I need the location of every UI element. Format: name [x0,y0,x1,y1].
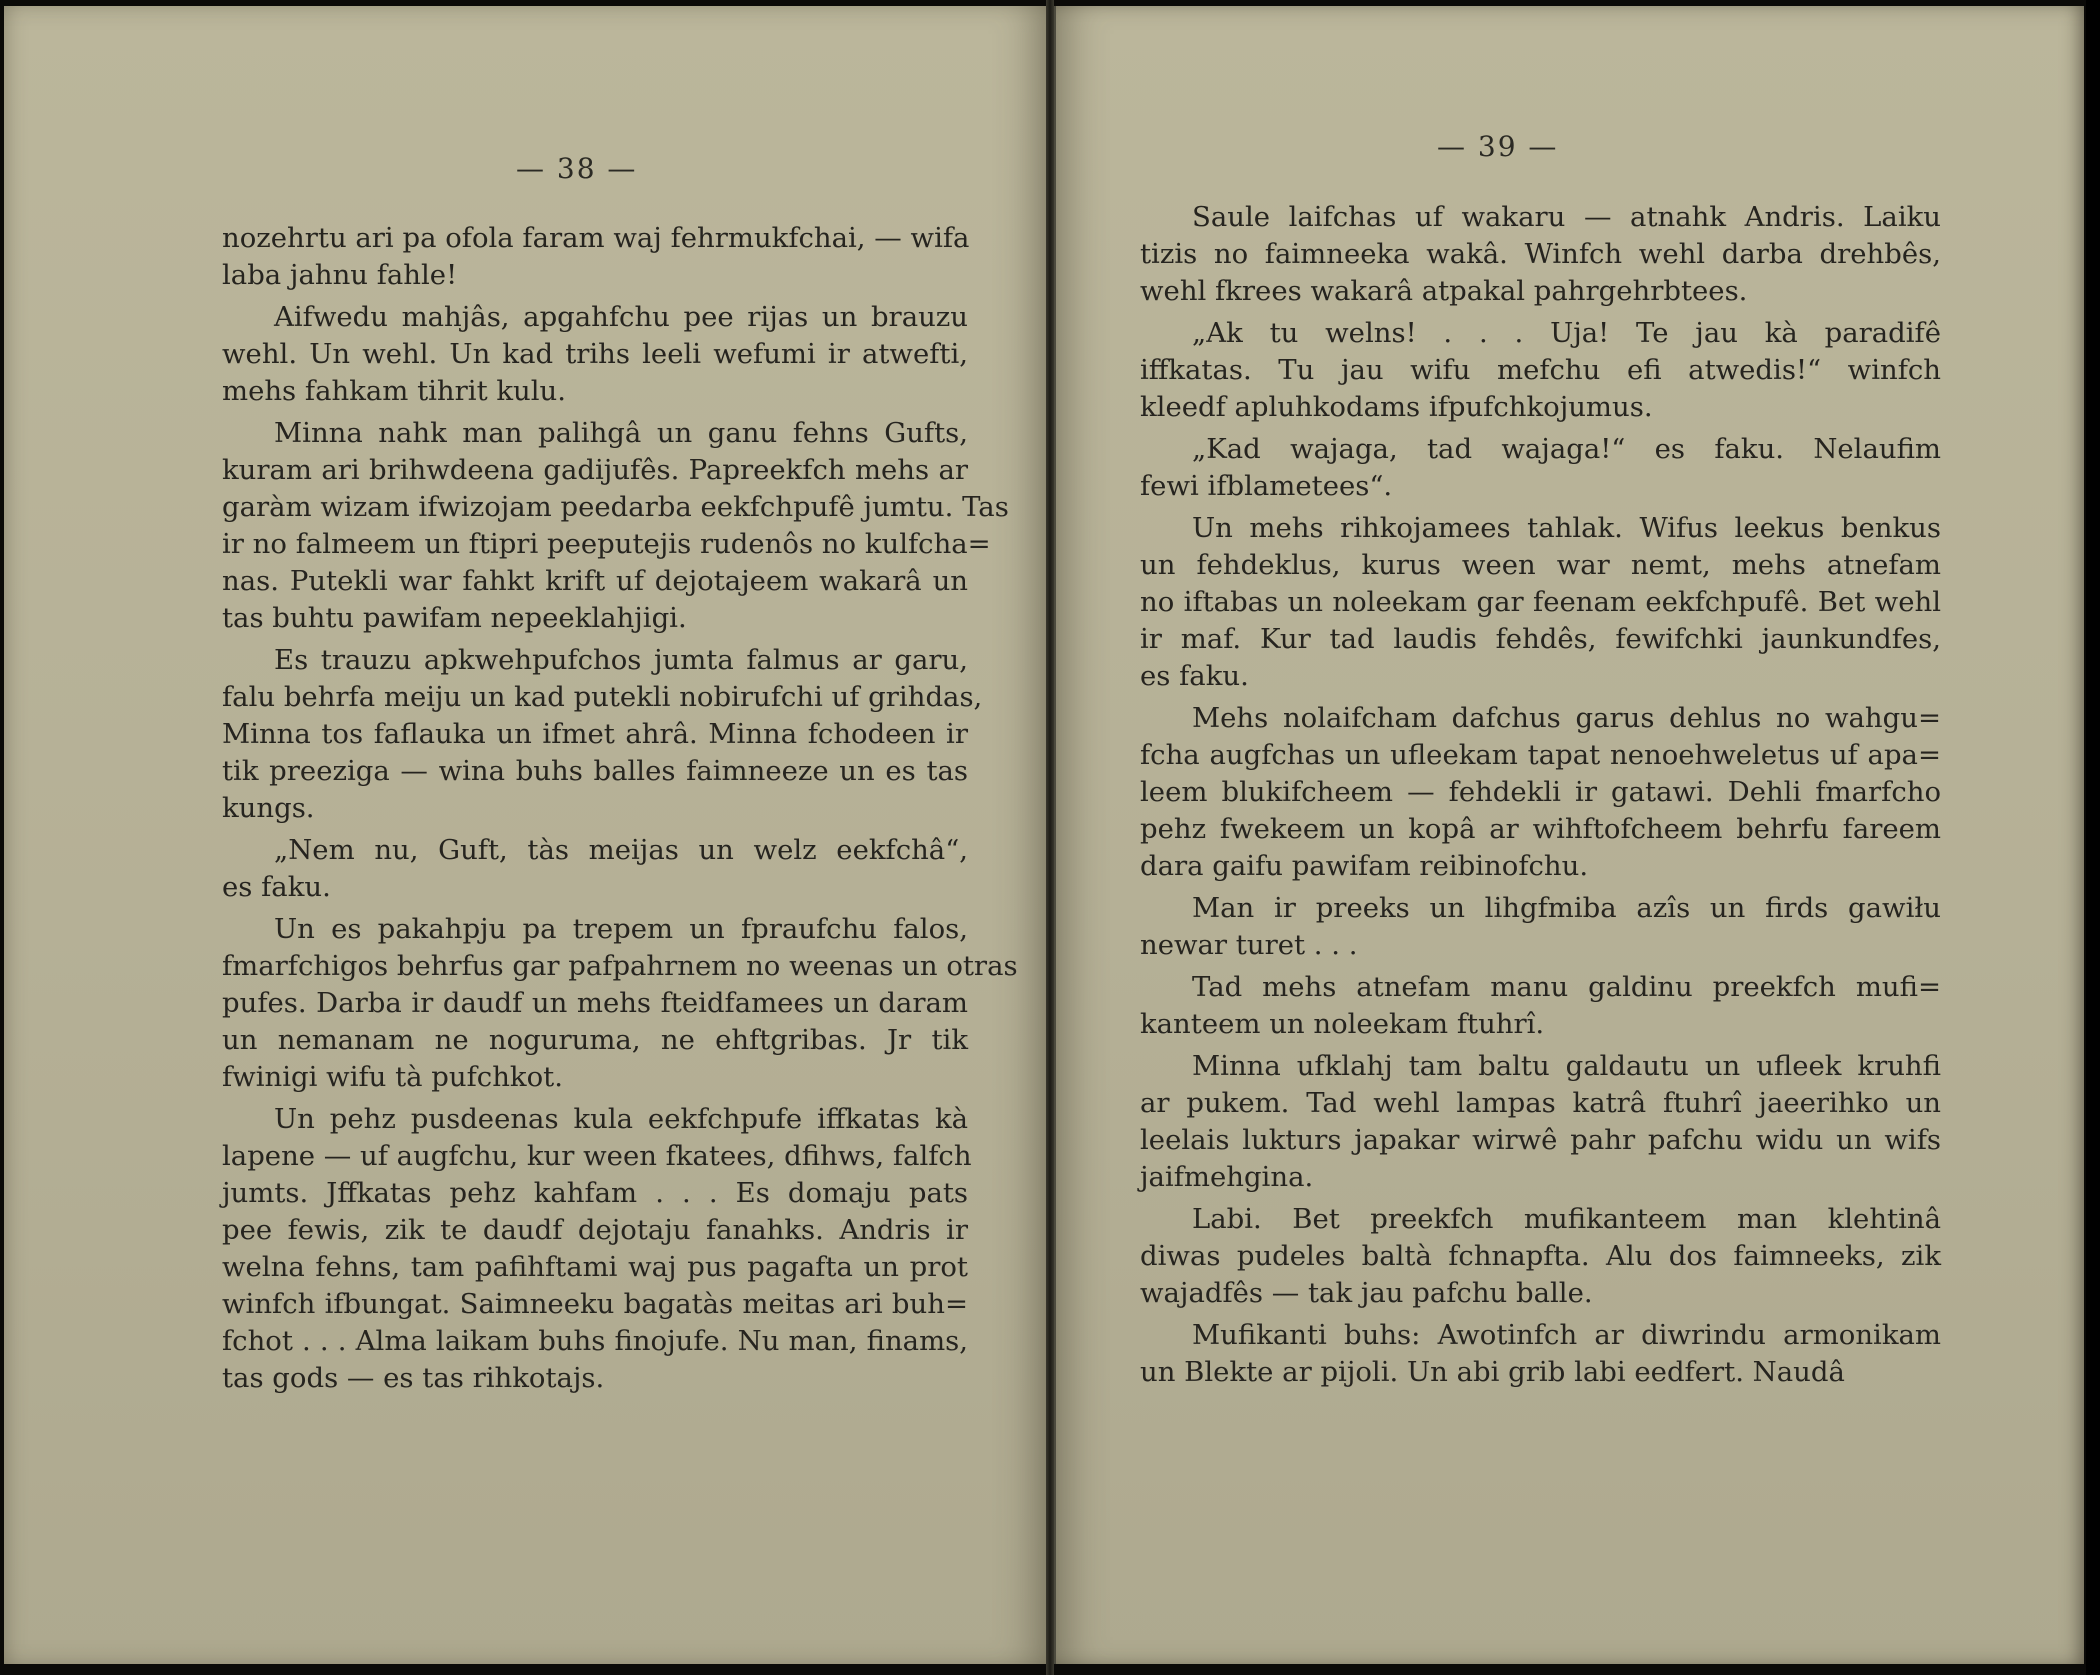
text-line: newar turet . . . [1140,929,1358,961]
text-line: pufes. Darba ir daudf un mehs fteidfamees un daram [222,987,968,1019]
text-line: winfch ifbungat. Saimneeku bagatàs meitas ari buh= [222,1288,968,1320]
text-line: „Nem nu, Guft, tàs meijas un welz eekfchâ“, [274,834,968,866]
text-line: Tad mehs atnefam manu galdinu preekfch mufi= [1192,971,1941,1003]
paragraph [1140,315,1941,426]
left-page [4,6,1048,1664]
text-line: Aifwedu mahjâs, apgahfchu pee rijas un brauzu [274,301,968,333]
right-page [1054,6,2084,1664]
text-line: un fehdeklus, kurus ween war nemt, mehs atnefam [1140,549,1941,581]
text-line: Saule laifchas uf wakaru — atnahk Andris. Laiku [1192,201,1941,233]
text-line: wehl. Un wehl. Un kad trihs leeli wefumi ir atwefti, [222,338,968,370]
text-line: Un es pakahpju pa trepem un fpraufchu falos, [274,913,968,945]
paragraph [1140,700,1941,885]
text-line: tizis no faimneeka wakâ. Winfch wehl darba drehbês, [1140,238,1941,270]
text-line: nozehrtu ari pa ofola faram waj fehrmukfchai, — wifa [222,222,970,254]
paragraph [1140,510,1941,695]
text-line: lapene — uf augfchu, kur ween fkatees, dfihws, falfch [222,1140,972,1172]
text-line: pee fewis, zik te daudf dejotaju fanahks. Andris ir [222,1214,968,1246]
paragraph [1140,890,1941,964]
text-line: fewi ifblametees“. [1140,470,1393,502]
text-line: ir maf. Kur tad laudis fehdês, fewifchki jaunkundfes, [1140,623,1941,655]
text-line: fchot . . . Alma laikam buhs finojufe. Nu man, finams, [222,1325,968,1357]
text-line: ar pukem. Tad wehl lampas katrâ ftuhrî jaeerihko un [1140,1087,1941,1119]
text-line: es faku. [1140,660,1249,692]
text-line: fwinigi wifu tà pufchkot. [222,1061,563,1093]
paragraph [222,911,1018,1096]
paragraph [1140,1201,1941,1312]
text-line: wajadfês — tak jau pafchu balle. [1140,1277,1593,1309]
text-line: Man ir preeks un lihgfmiba azîs un firds gawiłu [1192,892,1941,924]
text-line: kuram ari brihwdeena gadijufês. Papreekfch mehs ar [222,454,968,486]
page-body-text [222,220,1018,1402]
text-line: tas gods — es tas rihkotajs. [222,1362,605,1394]
text-line: leelais lukturs japakar wirwê pahr pafchu widu un wifs [1140,1124,1941,1156]
page-number: — 38 — [516,152,638,185]
text-line: welna fehns, tam pafihftami waj pus pagafta un prot [222,1251,968,1283]
text-line: ir no falmeem un ftipri peeputejis rudenôs no kulfcha= [222,528,991,560]
text-line: Minna nahk man palihgâ un ganu fehns Gufts, [274,417,968,449]
text-line: tik preeziga — wina buhs balles faimneeze un es tas [222,755,968,787]
paragraph [222,299,968,410]
paragraph [222,220,968,294]
text-line: laba jahnu fahle! [222,259,458,291]
paragraph [1140,431,1941,505]
text-line: dara gaifu pawifam reibinofchu. [1140,850,1589,882]
text-line: wehl fkrees wakarâ atpakal pahrgehrbtees. [1140,275,1748,307]
paragraph [1140,199,1941,310]
text-line: jaifmehgina. [1140,1161,1314,1193]
text-line: Minna ufklahj tam baltu galdautu un ufleek kruhfi [1192,1050,1941,1082]
text-line: un nemanam ne noguruma, ne ehftgribas. Jr tik [222,1024,968,1056]
text-line: no iftabas un noleekam gar feenam eekfchpufê. Bet wehl [1140,586,1941,618]
text-line: iffkatas. Tu jau wifu mefchu efi atwedis!“ winfch [1140,354,1941,386]
paragraph [1140,1317,1941,1391]
text-line: un Blekte ar pijoli. Un abi grib labi eedfert. Naudâ [1140,1356,1845,1388]
text-line: diwas pudeles baltà fchnapfta. Alu dos faimneeks, zik [1140,1240,1941,1272]
text-line: Mehs nolaifcham dafchus garus dehlus no wahgu= [1192,702,1941,734]
text-line: kungs. [222,792,315,824]
text-line: leem blukifcheem — fehdekli ir gatawi. Dehli fmarfcho [1140,776,1941,808]
text-line: nas. Putekli war fahkt krift uf dejotajeem wakarâ un [222,565,968,597]
text-line: mehs fahkam tihrit kulu. [222,375,566,407]
book-gutter [1046,0,1054,1675]
text-line: pehz fwekeem un kopâ ar wihftofcheem behrfu fareem [1140,813,1941,845]
paragraph [222,832,968,906]
text-line: Es trauzu apkwehpufchos jumta falmus ar garu, [274,644,968,676]
text-line: jumts. Jffkatas pehz kahfam . . . Es domaju pats [222,1177,968,1209]
text-line: „Kad wajaga, tad wajaga!“ es faku. Nelaufim [1192,433,1941,465]
text-line: Un mehs rihkojamees tahlak. Wifus leekus benkus [1192,512,1941,544]
text-line: Un pehz pusdeenas kula eekfchpufe iffkatas kà [274,1103,968,1135]
paragraph [222,415,1009,637]
text-line: fmarfchigos behrfus gar pafpahrnem no weenas un otras [222,950,1018,982]
paragraph [1140,1048,1941,1196]
page-body-text [1140,199,1941,1396]
paragraph [1140,969,1941,1043]
paragraph [222,1101,972,1397]
text-line: fcha augfchas un ufleekam tapat nenoehweletus uf apa= [1140,739,1941,771]
text-line: tas buhtu pawifam nepeeklahjigi. [222,602,687,634]
text-line: kanteem un noleekam ftuhrî. [1140,1008,1545,1040]
paragraph [222,642,983,827]
text-line: „Ak tu welns! . . . Uja! Te jau kà paradifê [1192,317,1941,349]
page-number: — 39 — [1437,130,1559,163]
text-line: falu behrfa meiju un kad putekli nobirufchi uf grihdas, [222,681,983,713]
text-line: Mufikanti buhs: Awotinfch ar diwrindu armonikam [1192,1319,1941,1351]
text-line: kleedf apluhkodams ifpufchkojumus. [1140,391,1653,423]
text-line: garàm wizam ifwizojam peedarba eekfchpufê jumtu. Tas [222,491,1009,523]
scan-edge [2086,0,2100,1675]
text-line: Minna tos faflauka un ifmet ahrâ. Minna fchodeen ir [222,718,968,750]
text-line: Labi. Bet preekfch mufikanteem man klehtinâ [1192,1203,1941,1235]
text-line: es faku. [222,871,331,903]
